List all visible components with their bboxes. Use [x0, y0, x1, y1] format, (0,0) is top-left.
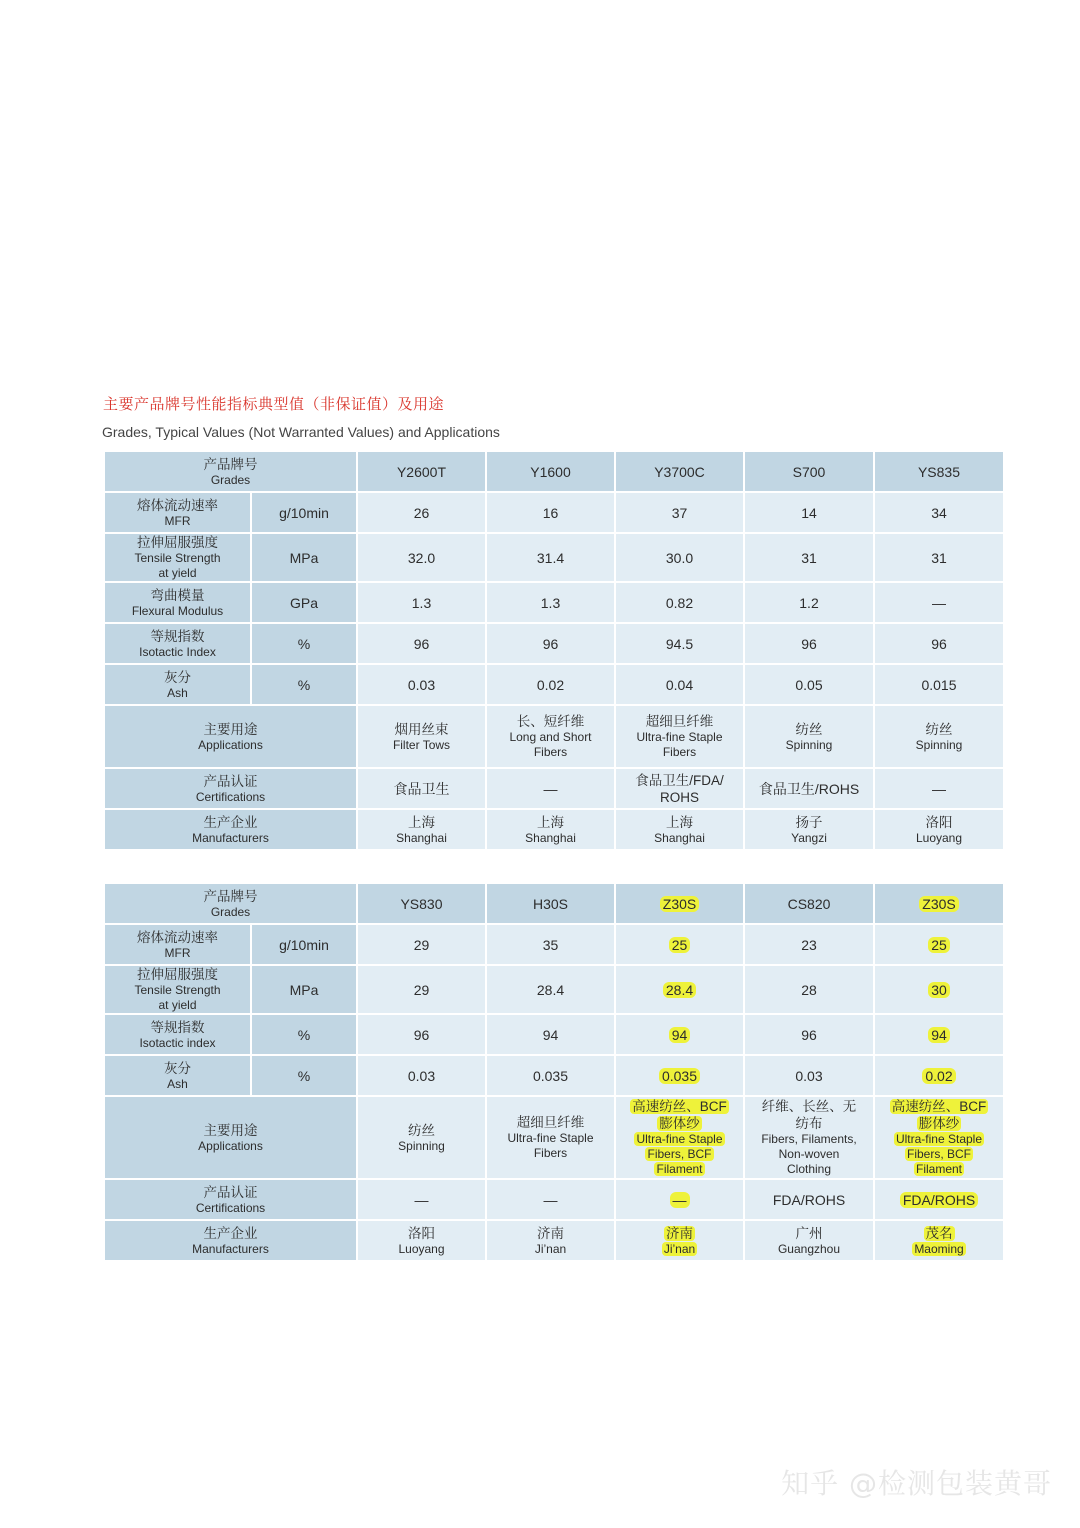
tensile-value: 31: [744, 533, 874, 582]
isotactic-value: 96: [357, 623, 486, 664]
certification-value: 食品卫生: [357, 768, 486, 809]
flexural-value: 0.82: [615, 582, 744, 623]
isotactic-value: 94.5: [615, 623, 744, 664]
mfr-value: 14: [744, 492, 874, 533]
certification-value: 食品卫生/ROHS: [744, 768, 874, 809]
grade-cell: Y3700C: [615, 451, 744, 492]
table-row: [104, 924, 1004, 965]
grade-cell: Z30S: [615, 883, 744, 924]
manufacturer-value: 上海 Shanghai: [486, 809, 615, 850]
mfr-unit: g/10min: [251, 492, 357, 533]
ash-label: 灰分 Ash: [104, 664, 251, 705]
certifications-label: 产品认证 Certifications: [104, 1179, 357, 1220]
isotactic-value: 96: [874, 623, 1004, 664]
mfr-value: 29: [357, 924, 486, 965]
tensile-value: 29: [357, 965, 486, 1014]
certification-value: —: [486, 768, 615, 809]
manufacturers-label: 生产企业 Manufacturers: [104, 1220, 357, 1261]
manufacturer-value: 洛阳 Luoyang: [357, 1220, 486, 1261]
grades-label: 产品牌号 Grades: [104, 451, 357, 492]
manufacturer-value: 洛阳 Luoyang: [874, 809, 1004, 850]
flexural-unit: GPa: [251, 582, 357, 623]
mfr-value: 26: [357, 492, 486, 533]
table-row: [104, 883, 1004, 924]
isotactic-label: 等规指数 Isotactic Index: [104, 623, 251, 664]
applications-label: 主要用途 Applications: [104, 1096, 357, 1179]
table-row: [104, 1055, 1004, 1096]
flexural-value: 1.2: [744, 582, 874, 623]
table-row: [104, 623, 1004, 664]
tensile-value: 30.0: [615, 533, 744, 582]
flexural-value: 1.3: [357, 582, 486, 623]
table-row: [104, 582, 1004, 623]
application-value: 纺丝 Spinning: [357, 1096, 486, 1179]
tensile-unit: MPa: [251, 533, 357, 582]
manufacturer-value: 济南 Ji’nan: [615, 1220, 744, 1261]
tensile-value: 31.4: [486, 533, 615, 582]
ash-value: 0.03: [357, 664, 486, 705]
ash-value: 0.035: [486, 1055, 615, 1096]
grade-cell: Y2600T: [357, 451, 486, 492]
application-value: 高速纺丝、BCF 膨体纱 Ultra-fine Staple Fibers, BCF Filament: [874, 1096, 1004, 1179]
certification-value: FDA/ROHS: [874, 1179, 1004, 1220]
tensile-unit: MPa: [251, 965, 357, 1014]
grade-cell: YS835: [874, 451, 1004, 492]
mfr-value: 35: [486, 924, 615, 965]
isotactic-unit: %: [251, 623, 357, 664]
isotactic-value: 96: [744, 623, 874, 664]
application-value: 纺丝 Spinning: [874, 705, 1004, 768]
manufacturer-value: 扬子 Yangzi: [744, 809, 874, 850]
ash-unit: %: [251, 664, 357, 705]
isotactic-value: 96: [357, 1014, 486, 1055]
manufacturer-value: 上海 Shanghai: [615, 809, 744, 850]
table-row: [104, 1096, 1004, 1179]
certification-value: 食品卫生/FDA/ ROHS: [615, 768, 744, 809]
application-value: 烟用丝束 Filter Tows: [357, 705, 486, 768]
ash-value: 0.04: [615, 664, 744, 705]
certification-value: —: [874, 768, 1004, 809]
table-row: [104, 1220, 1004, 1261]
ash-value: 0.05: [744, 664, 874, 705]
application-value: 纺丝 Spinning: [744, 705, 874, 768]
ash-value: 0.03: [744, 1055, 874, 1096]
manufacturers-label: 生产企业 Manufacturers: [104, 809, 357, 850]
certification-value: FDA/ROHS: [744, 1179, 874, 1220]
grades-table-2: [103, 882, 1005, 1262]
table-row: [104, 768, 1004, 809]
table-row: [104, 664, 1004, 705]
mfr-label: 熔体流动速率 MFR: [104, 492, 251, 533]
applications-label: 主要用途 Applications: [104, 705, 357, 768]
flexural-label: 弯曲模量 Flexural Modulus: [104, 582, 251, 623]
mfr-value: 25: [874, 924, 1004, 965]
page-title-cn: 主要产品牌号性能指标典型值（非保证值）及用途: [103, 395, 445, 413]
watermark: 知乎 @检测包装黄哥: [781, 1467, 1052, 1500]
table-row: [104, 1179, 1004, 1220]
grade-cell: Z30S: [874, 883, 1004, 924]
certifications-label: 产品认证 Certifications: [104, 768, 357, 809]
ash-value: 0.03: [357, 1055, 486, 1096]
flexural-value: —: [874, 582, 1004, 623]
grade-cell: YS830: [357, 883, 486, 924]
table-row: [104, 451, 1004, 492]
tensile-value: 30: [874, 965, 1004, 1014]
grade-cell: H30S: [486, 883, 615, 924]
tensile-value: 28: [744, 965, 874, 1014]
isotactic-value: 94: [615, 1014, 744, 1055]
mfr-value: 25: [615, 924, 744, 965]
grades-label: 产品牌号 Grades: [104, 883, 357, 924]
application-value: 长、短纤维 Long and Short Fibers: [486, 705, 615, 768]
isotactic-value: 96: [486, 623, 615, 664]
mfr-value: 23: [744, 924, 874, 965]
tensile-value: 31: [874, 533, 1004, 582]
tensile-value: 28.4: [486, 965, 615, 1014]
application-value: 纤维、长丝、无 纺布 Fibers, Filaments, Non-woven Clothing: [744, 1096, 874, 1179]
mfr-value: 16: [486, 492, 615, 533]
isotactic-value: 94: [486, 1014, 615, 1055]
certification-value: —: [615, 1179, 744, 1220]
flexural-value: 1.3: [486, 582, 615, 623]
mfr-unit: g/10min: [251, 924, 357, 965]
table-row: [104, 809, 1004, 850]
application-value: 超细旦纤维 Ultra-fine Staple Fibers: [486, 1096, 615, 1179]
ash-value: 0.02: [874, 1055, 1004, 1096]
certification-value: —: [357, 1179, 486, 1220]
tensile-label: 拉伸屈服强度 Tensile Strength at yield: [104, 965, 251, 1014]
grade-cell: Y1600: [486, 451, 615, 492]
ash-value: 0.015: [874, 664, 1004, 705]
tensile-value: 28.4: [615, 965, 744, 1014]
page-title-en: Grades, Typical Values (Not Warranted Values) and Applications: [102, 424, 500, 440]
grade-cell: CS820: [744, 883, 874, 924]
isotactic-value: 94: [874, 1014, 1004, 1055]
ash-label: 灰分 Ash: [104, 1055, 251, 1096]
grades-table-1: [103, 450, 1005, 851]
table-row: [104, 705, 1004, 768]
ash-value: 0.035: [615, 1055, 744, 1096]
application-value: 高速纺丝、BCF 膨体纱 Ultra-fine Staple Fibers, BCF Filament: [615, 1096, 744, 1179]
table-row: [104, 492, 1004, 533]
manufacturer-value: 济南 Ji’nan: [486, 1220, 615, 1261]
certification-value: —: [486, 1179, 615, 1220]
tensile-value: 32.0: [357, 533, 486, 582]
table-row: [104, 533, 1004, 582]
ash-unit: %: [251, 1055, 357, 1096]
manufacturer-value: 上海 Shanghai: [357, 809, 486, 850]
ash-value: 0.02: [486, 664, 615, 705]
table-row: [104, 1014, 1004, 1055]
grade-cell: S700: [744, 451, 874, 492]
tensile-label: 拉伸屈服强度 Tensile Strength at yield: [104, 533, 251, 582]
manufacturer-value: 茂名 Maoming: [874, 1220, 1004, 1261]
mfr-label: 熔体流动速率 MFR: [104, 924, 251, 965]
manufacturer-value: 广州 Guangzhou: [744, 1220, 874, 1261]
mfr-value: 37: [615, 492, 744, 533]
table-row: [104, 965, 1004, 1014]
application-value: 超细旦纤维 Ultra-fine Staple Fibers: [615, 705, 744, 768]
isotactic-value: 96: [744, 1014, 874, 1055]
isotactic-unit: %: [251, 1014, 357, 1055]
mfr-value: 34: [874, 492, 1004, 533]
isotactic-label: 等规指数 Isotactic index: [104, 1014, 251, 1055]
